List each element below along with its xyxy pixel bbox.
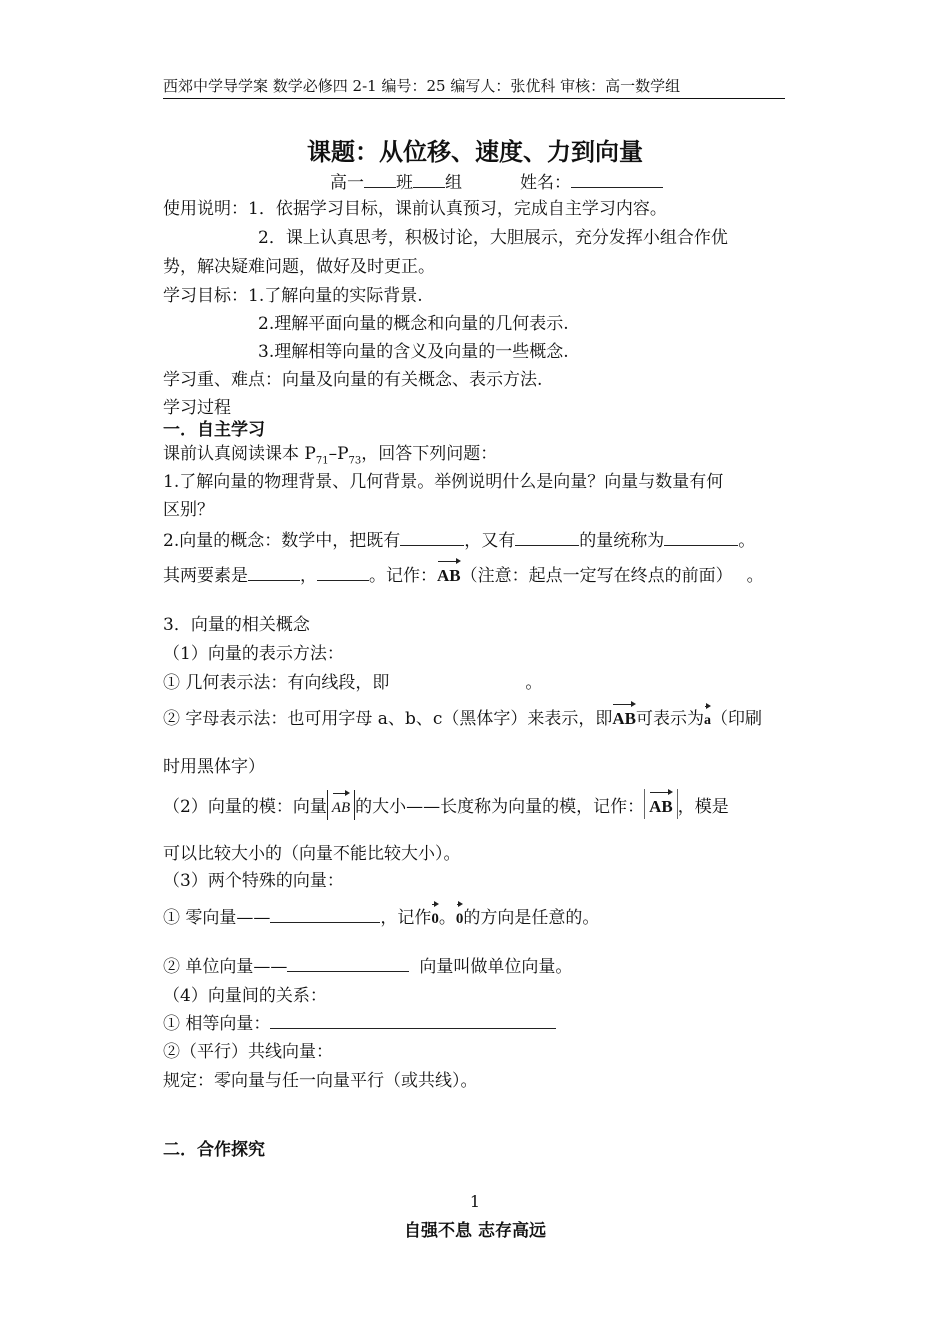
q2b-note: （注意：起点一定写在终点的前面） — [460, 566, 733, 586]
page-header: 西郊中学导学案 数学必修四 2-1 编号：25 编写人：张优科 审核：高一数学组 — [163, 76, 785, 99]
q2-blank-2[interactable] — [515, 528, 579, 546]
q2-text-c: 的量统称为 — [579, 531, 665, 551]
usage-item-2a: 2．课上认真思考，积极讨论，大胆展示，充分发挥小组合作优 — [258, 228, 728, 248]
method-geometric-text: ① 几何表示法：有向线段，即 — [163, 673, 390, 693]
equal-vector-line — [163, 1011, 556, 1036]
unit-vector-line — [163, 954, 572, 979]
page-number: 1 — [469, 1192, 481, 1211]
method-letter-text-b: 可表示为 — [635, 709, 704, 729]
class-grade: 高一 — [330, 173, 364, 193]
group-blank[interactable] — [413, 170, 445, 188]
goal-2: 2.理解平面向量的概念和向量的几何表示. — [258, 314, 569, 334]
modulus-text-c: ，模是 — [677, 797, 729, 817]
goals-label: 学习目标： — [163, 286, 248, 306]
question-1b: 区别？ — [163, 500, 214, 520]
q2b-blank-2[interactable] — [317, 563, 369, 581]
subsection-2b: 可以比较大小的（向量不能比较大小）。 — [163, 844, 461, 864]
goals-line-1 — [163, 284, 423, 308]
name-label: 姓名： — [520, 173, 571, 193]
vector-ab-symbol: AB — [437, 560, 461, 588]
question-2b — [163, 560, 764, 588]
zero-vector-text-b: ，记作 — [380, 908, 432, 928]
question-3: 3．向量的相关概念 — [163, 615, 310, 635]
collinear-vector-line: ②（平行）共线向量： — [163, 1042, 333, 1062]
class-label: 班 — [396, 173, 413, 193]
subsection-3: （3）两个特殊的向量： — [163, 871, 344, 891]
q2-text-b: ，又有 — [464, 531, 516, 551]
section-2-heading: 二．合作探究 — [163, 1140, 265, 1160]
zero-vector-text-d: 的方向是任意的。 — [463, 908, 600, 928]
equal-vector-text: ① 相等向量： — [163, 1014, 271, 1034]
class-blank[interactable] — [364, 170, 396, 188]
vector-ab-symbol: AB — [612, 703, 636, 731]
process-heading: 学习过程 — [163, 398, 231, 418]
zero-vector-line — [163, 903, 599, 931]
modulus-text-a: （2）向量的模：向量 — [163, 797, 327, 817]
unit-vector-text: ② 单位向量—— — [163, 957, 288, 977]
usage-line-1 — [163, 197, 667, 221]
goal-3: 3.理解相等向量的含义及向量的一些概念. — [258, 342, 569, 362]
zero-vector-period: 。 — [438, 908, 456, 928]
goal-1: 1.了解向量的实际背景. — [248, 286, 423, 306]
unit-vector-text-b: 向量叫做单位向量。 — [419, 957, 573, 977]
question-1a: 1.了解向量的物理背景、几何背景。举例说明什么是向量？向量与数量有何 — [163, 472, 724, 492]
unit-vector-blank[interactable] — [287, 954, 409, 972]
equal-vector-blank[interactable] — [270, 1011, 556, 1029]
footer-motto: 自强不息 志存高远 — [404, 1221, 546, 1241]
method-letter-text: ② 字母表示法：也可用字母 a、b、c（黑体字）来表示，即 — [163, 709, 613, 729]
usage-item-2b: 势，解决疑难问题，做好及时更正。 — [163, 257, 435, 277]
q2b-period: 。 — [746, 566, 764, 586]
zero-vector-blank[interactable] — [270, 905, 380, 923]
modulus-box — [327, 790, 355, 820]
q2b-text-c: 。记作： — [369, 566, 437, 586]
modulus-text-b: 的大小——长度称为向量的模，记作： — [355, 797, 645, 817]
q2-blank-3[interactable] — [664, 528, 738, 546]
group-label: 组 — [445, 173, 462, 193]
q2-text-a: 2.向量的概念：数学中，把既有 — [163, 531, 401, 551]
q2b-comma: ， — [300, 566, 317, 586]
method-letter — [163, 703, 762, 733]
name-blank[interactable] — [571, 170, 663, 188]
subsection-1: （1）向量的表示方法： — [163, 644, 344, 664]
method-letter-text-c: （印刷 — [710, 709, 762, 729]
zero-vector-symbol: 0 — [456, 903, 464, 931]
question-2 — [163, 528, 755, 553]
page-end: 73 — [348, 455, 362, 467]
usage-item-1: 1．依据学习目标，课前认真预习，完成自主学习内容。 — [248, 199, 667, 219]
subsection-2 — [163, 789, 729, 820]
prep-text: 课前认真阅读课本 P — [163, 444, 316, 464]
method-geometric — [163, 671, 542, 695]
section-1-heading: 一．自主学习 — [163, 420, 265, 440]
page-title: 课题：从位移、速度、力到向量 — [307, 138, 643, 166]
prep-dash: –P — [328, 444, 349, 464]
zero-vector-rule: 规定：零向量与任一向量平行（或共线）。 — [163, 1071, 478, 1091]
q2b-blank-1[interactable] — [248, 563, 300, 581]
usage-label: 使用说明： — [163, 199, 248, 219]
subsection-4: （4）向量间的关系： — [163, 986, 327, 1006]
method-geometric-period: 。 — [525, 673, 543, 693]
vector-a-symbol: a — [704, 705, 711, 733]
q2-text-d: 。 — [738, 531, 756, 551]
method-letter-b: 时用黑体字） — [163, 757, 265, 777]
zero-vector-text: ① 零向量—— — [163, 908, 271, 928]
key-points: 学习重、难点：向量及向量的有关概念、表示方法. — [163, 370, 543, 390]
zero-vector-symbol: 0 — [431, 903, 439, 931]
class-line — [330, 170, 663, 195]
prep-line — [163, 442, 497, 473]
vector-ab-symbol: AB — [332, 792, 350, 820]
modulus-notation — [644, 789, 678, 819]
vector-ab-symbol: AB — [649, 791, 673, 819]
q2-blank-1[interactable] — [400, 528, 464, 546]
q2b-text-a: 其两要素是 — [163, 566, 248, 586]
page-start: 71 — [315, 455, 329, 467]
prep-tail: ，回答下列问题： — [361, 444, 498, 464]
